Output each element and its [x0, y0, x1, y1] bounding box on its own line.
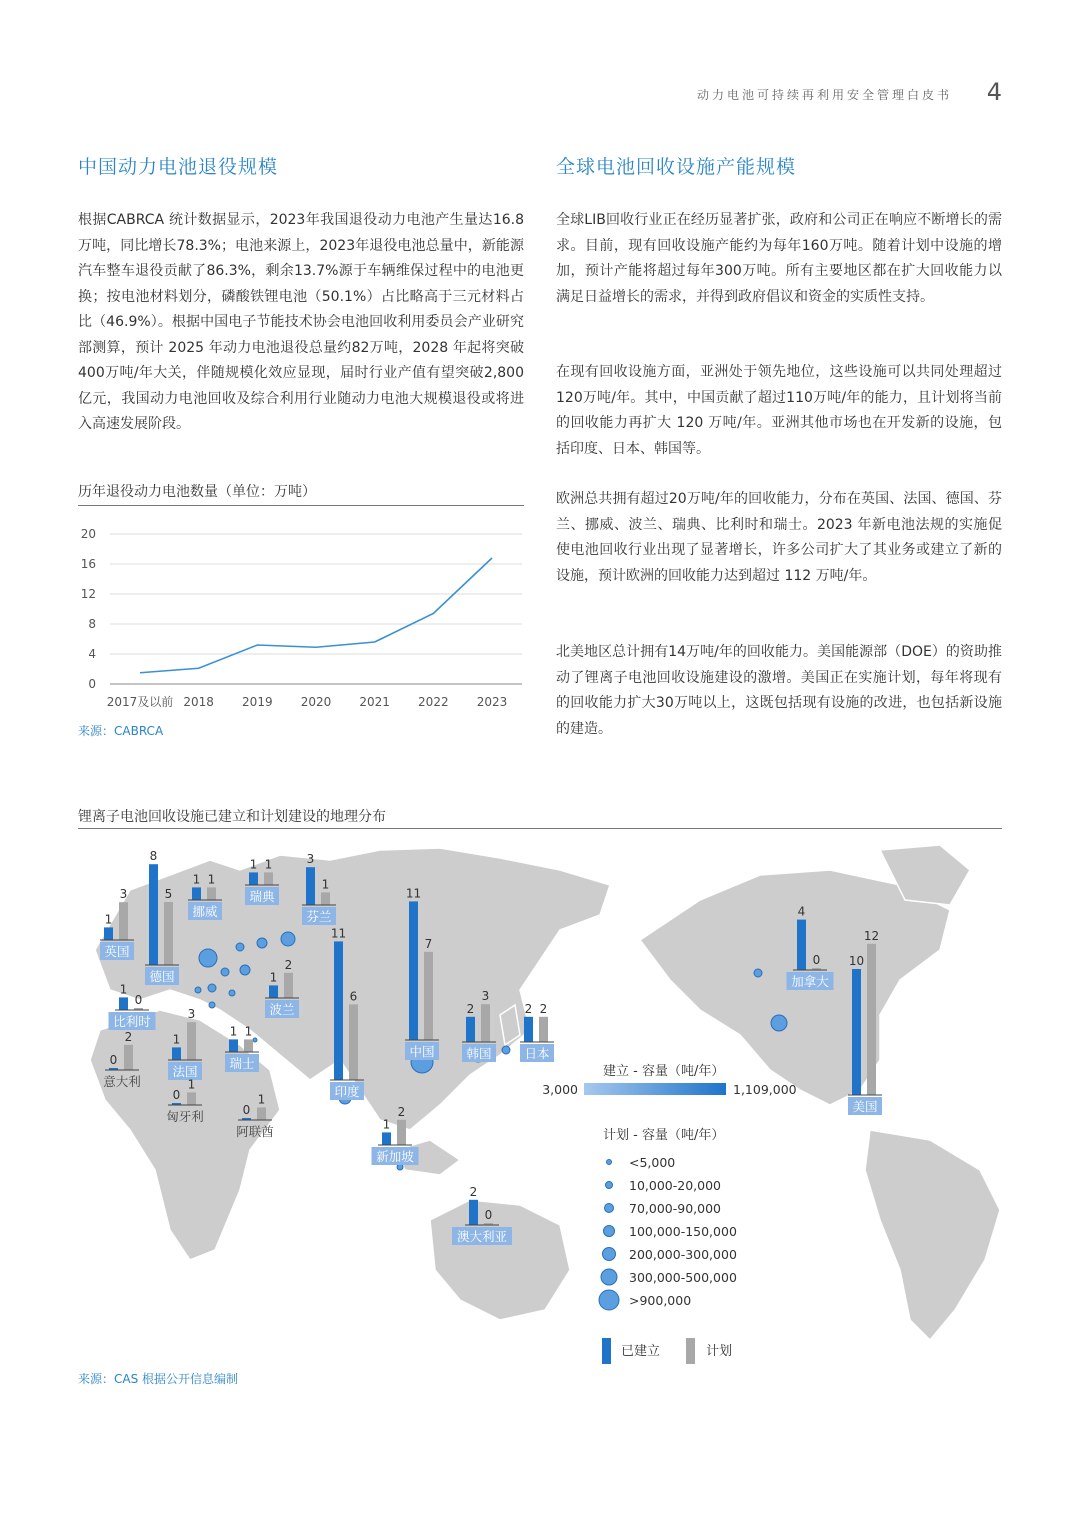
right-paragraph-2: 在现有回收设施方面，亚洲处于领先地位，这些设施可以共同处理超过120万吨/年。其中，中国贡献了超过110万吨/年的能力，且计划将当前的回收能力再扩大 120 万吨/年。亚洲其他市场也在开发新的设施，包括印度、日本、韩国等。	[556, 364, 1002, 457]
planned-count: 6	[349, 989, 358, 1004]
right-heading: 全球电池回收设施产能规模	[556, 156, 797, 178]
planned-count: 2	[539, 1001, 548, 1016]
chart-title-rule	[78, 505, 524, 506]
country-label: 日本	[524, 1046, 550, 1061]
planned-count: 1	[264, 857, 273, 872]
built-count: 0	[172, 1088, 181, 1102]
size-legend-label: <5,000	[629, 1155, 676, 1170]
facility-dot	[253, 1038, 257, 1042]
country-label: 中国	[409, 1044, 435, 1059]
planned-capacity-label: 计划 - 容量（吨/年）	[603, 1128, 725, 1143]
planned-count: 2	[124, 1029, 133, 1044]
map-title: 锂离子电池回收设施已建立和计划建设的地理分布	[78, 809, 386, 825]
country-label: 美国	[852, 1099, 878, 1114]
country-label: 澳大利亚	[456, 1229, 508, 1244]
planned-count: 0	[812, 953, 821, 967]
country-label: 挪威	[192, 904, 218, 919]
planned-bar	[284, 973, 293, 998]
x-tick-label: 2021	[359, 695, 390, 709]
country-label: 瑞士	[229, 1056, 255, 1071]
planned-bar	[397, 1120, 406, 1145]
size-legend-dot	[599, 1290, 619, 1310]
planned-bar	[349, 1004, 358, 1080]
y-tick-label: 20	[80, 527, 96, 541]
built-bar	[229, 1039, 238, 1052]
planned-bar	[187, 1092, 196, 1105]
built-count: 1	[119, 982, 128, 997]
built-bar	[469, 1200, 478, 1225]
size-legend-label: >900,000	[629, 1293, 692, 1308]
x-tick-label: 2018	[183, 695, 214, 709]
planned-count: 1	[257, 1092, 266, 1107]
right-paragraph-3: 欧洲总共拥有超过20万吨/年的回收能力，分布在英国、法国、德国、芬兰、挪威、波兰、瑞典、比利时和瑞士。2023 年新电池法规的实施促使电池回收行业出现了显著增长，许多公司扩大了其业务或建立了新的设施，预计欧洲的回收能力达到超过 112 万吨/年。	[556, 491, 1002, 584]
size-legend-label: 200,000-300,000	[629, 1247, 737, 1262]
facility-dot	[208, 984, 216, 992]
size-legend-label: 300,000-500,000	[629, 1270, 737, 1285]
chart-title: 历年退役动力电池数量（单位：万吨）	[78, 484, 316, 500]
planned-count: 3	[187, 1007, 196, 1022]
built-bar	[334, 941, 343, 1080]
planned-count: 1	[244, 1024, 253, 1039]
planned-bar	[867, 944, 876, 1095]
built-capacity-label: 建立 - 容量（吨/年）	[603, 1064, 725, 1079]
country-label: 英国	[104, 944, 130, 959]
planned-count: 1	[321, 877, 330, 892]
facility-dot	[502, 1046, 510, 1054]
built-count: 11	[330, 926, 347, 941]
planned-bar	[257, 1107, 266, 1120]
country-label: 阿联酋	[236, 1124, 274, 1139]
running-header: 动力电池可持续再利用安全管理白皮书	[696, 88, 952, 102]
country-label: 法国	[172, 1064, 198, 1079]
series-line	[140, 558, 492, 673]
page-number: 4	[986, 78, 1002, 106]
facility-dot	[240, 965, 250, 975]
right-paragraph-4: 北美地区总计拥有14万吨/年的回收能力。美国能源部（DOE）的资助推动了锂离子电池回收设施建设的激增。美国正在实施计划，每年将现有的回收能力扩大30万吨以上，这既包括现有设施的改进，也包括新设施的建造。	[556, 644, 1002, 737]
size-legend-dot	[603, 1248, 616, 1261]
planned-count: 1	[207, 872, 216, 887]
map-legend	[542, 1063, 796, 1364]
built-bar	[119, 997, 128, 1010]
built-bar	[104, 927, 113, 940]
built-bar	[269, 985, 278, 998]
built-count: 3	[306, 852, 315, 867]
x-tick-label: 2017及以前	[106, 695, 174, 709]
facility-dot	[199, 949, 217, 967]
planned-bar	[124, 1045, 133, 1070]
built-count: 2	[469, 1184, 478, 1199]
built-count: 1	[104, 912, 113, 927]
line-chart	[70, 520, 530, 720]
left-heading: 中国动力电池退役规模	[78, 156, 279, 178]
country-label: 新加坡	[376, 1149, 414, 1164]
size-legend-label: 100,000-150,000	[629, 1224, 737, 1239]
country-label: 印度	[334, 1084, 360, 1099]
planned-count: 0	[134, 993, 143, 1007]
size-legend-dot	[604, 1226, 615, 1237]
y-tick-label: 16	[80, 557, 96, 571]
built-count: 2	[466, 1001, 475, 1016]
country-label: 德国	[149, 969, 175, 984]
planned-bar	[539, 1017, 548, 1042]
built-bar	[172, 1047, 181, 1060]
country-label: 比利时	[113, 1014, 151, 1029]
planned-count: 12	[863, 928, 880, 943]
built-bar	[466, 1017, 475, 1042]
x-tick-label: 2020	[300, 695, 332, 709]
built-count: 1	[382, 1117, 391, 1132]
planned-count: 3	[119, 887, 128, 902]
country-label: 瑞典	[249, 889, 275, 904]
planned-count: 5	[164, 887, 173, 901]
planned-bar	[119, 902, 128, 940]
built-count: 1	[229, 1024, 238, 1039]
planned-bar	[424, 952, 433, 1040]
map-source: 来源：CAS 根据公开信息编制	[78, 1372, 239, 1386]
planned-count: 3	[481, 989, 490, 1004]
built-bar	[524, 1017, 533, 1042]
x-tick-label: 2023	[476, 695, 508, 709]
planned-bar	[187, 1022, 196, 1060]
facility-dot	[281, 932, 295, 946]
built-count: 2	[524, 1001, 533, 1016]
left-paragraph: 根据CABRCA 统计数据显示，2023年我国退役动力电池产生量达16.8 万吨，同比增长78.3%；电池来源上，2023年退役电池总量中，新能源汽车整车退役贡献了86.3%，剩余13.7%源于车辆维保过程中的电池更换；按电池材料划分，磷酸铁锂电池（50.1%）占比略高于三元材料占比（46.9%）。根据中国电子节能技术协会电池回收利用委员会产业研究部测算，预计 2025 年动力电池退役总量约82万吨，2028 年起将突破 400万吨/年大关，伴随规模化效应显现，届时行业产值有望突破2,800亿元，我国动力电池回收及综合利用行业随动力电池大规模退役或将进入高速发展阶段。	[78, 212, 524, 432]
x-tick-label: 2019	[242, 695, 273, 709]
size-legend-dot	[605, 1204, 614, 1213]
planned-count: 2	[284, 957, 293, 972]
built-count: 10	[848, 954, 865, 968]
built-count: 1	[172, 1032, 181, 1047]
built-count: 4	[797, 904, 806, 919]
built-count: 8	[149, 849, 158, 864]
capacity-scale-bar	[584, 1083, 726, 1095]
built-bar	[852, 969, 861, 1095]
planned-legend-label: 计划	[706, 1344, 733, 1359]
built-bar	[149, 864, 158, 965]
size-legend-label: 70,000-90,000	[629, 1201, 721, 1216]
planned-count: 2	[397, 1104, 406, 1119]
built-count: 0	[109, 1053, 118, 1067]
built-count: 1	[249, 857, 258, 872]
built-legend-label: 已建立	[621, 1344, 661, 1359]
facility-dot	[754, 969, 762, 977]
facility-dot	[257, 938, 267, 948]
built-bar	[797, 920, 806, 970]
planned-bar	[244, 1039, 253, 1052]
built-legend-swatch	[602, 1338, 611, 1364]
map-title-rule	[78, 828, 1002, 829]
size-legend-dot	[606, 1182, 613, 1189]
planned-bar	[321, 892, 330, 905]
facility-dot	[209, 1002, 215, 1008]
facility-dot	[195, 987, 201, 993]
built-bar	[192, 887, 201, 900]
planned-count: 0	[484, 1208, 493, 1222]
y-tick-label: 4	[88, 647, 96, 661]
scale-max: 1,109,000	[733, 1082, 797, 1097]
planned-bar	[264, 872, 273, 885]
built-bar	[306, 867, 315, 905]
built-count: 1	[192, 872, 201, 887]
chart-source: 来源：CABRCA	[78, 724, 164, 738]
country-label: 意大利	[103, 1074, 141, 1089]
planned-count: 1	[187, 1077, 196, 1092]
country-label: 韩国	[466, 1046, 492, 1061]
country-group	[520, 1002, 554, 1062]
planned-bar	[481, 1004, 490, 1042]
world-map	[0, 830, 1080, 1370]
scale-min: 3,000	[542, 1082, 578, 1097]
y-tick-label: 0	[88, 677, 96, 691]
size-legend-dot	[607, 1160, 612, 1165]
y-tick-label: 12	[80, 587, 96, 601]
country-label: 加拿大	[791, 974, 829, 989]
planned-count: 7	[424, 936, 433, 951]
facility-dot	[221, 968, 229, 976]
built-count: 1	[269, 970, 278, 985]
planned-bar	[164, 902, 173, 965]
built-count: 0	[242, 1103, 251, 1117]
size-legend-label: 10,000-20,000	[629, 1178, 721, 1193]
built-bar	[382, 1132, 391, 1145]
x-tick-label: 2022	[418, 695, 449, 709]
facility-dot	[229, 990, 235, 996]
country-label: 匈牙利	[166, 1109, 204, 1124]
facility-dot	[771, 1015, 787, 1031]
planned-bar	[207, 887, 216, 900]
built-count: 11	[405, 886, 422, 901]
facility-dot	[236, 943, 244, 951]
country-label: 芬兰	[306, 909, 332, 924]
right-paragraph-1: 全球LIB回收行业正在经历显著扩张，政府和公司正在响应不断增长的需求。目前，现有回收设施产能约为每年160万吨。随着计划中设施的增加，预计产能将超过每年300万吨。所有主要地区都在扩大回收能力以满足日益增长的需求，并得到政府倡议和资金的实质性支持。	[556, 212, 1002, 305]
planned-legend-swatch	[686, 1338, 695, 1364]
built-bar	[249, 872, 258, 885]
size-legend-dot	[601, 1269, 617, 1285]
built-bar	[409, 901, 418, 1040]
country-label: 波兰	[269, 1002, 295, 1017]
y-tick-label: 8	[88, 617, 96, 631]
